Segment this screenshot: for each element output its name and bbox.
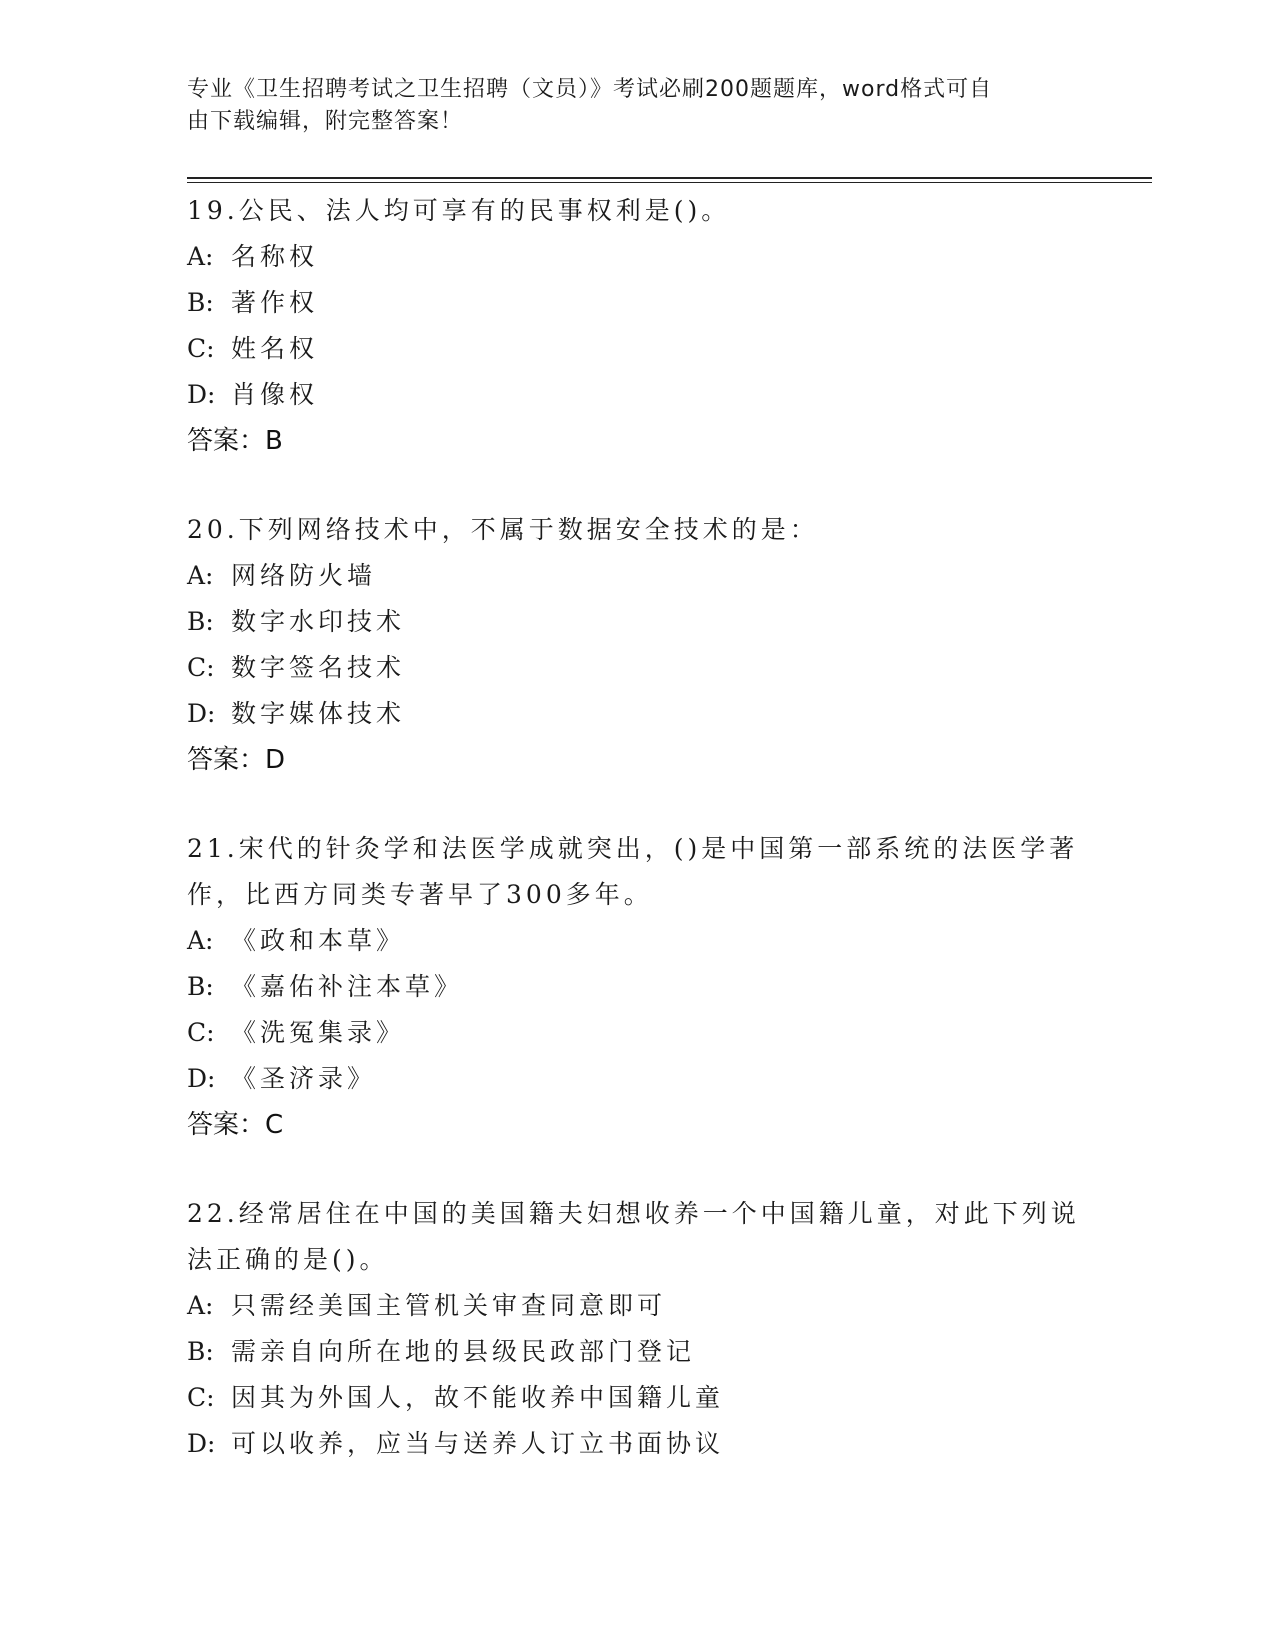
option-letter: A:: [187, 242, 214, 271]
option-letter: C:: [187, 653, 215, 682]
question-21: [187, 826, 1087, 1148]
question-text: 19.公民、法人均可享有的民事权利是()。: [187, 196, 731, 225]
option-a: [187, 918, 1087, 964]
option-b: [187, 280, 1087, 326]
question-text: 22.经常居住在中国的美国籍夫妇想收养一个中国籍儿童，对此下列说法正确的是()。: [187, 1199, 1080, 1274]
option-text: 因其为外国人，故不能收养中国籍儿童: [231, 1383, 725, 1412]
option-d: [187, 1056, 1087, 1102]
option-text: 著作权: [231, 288, 319, 317]
option-d: [187, 372, 1087, 418]
option-text: 数字签名技术: [231, 653, 406, 682]
option-text: 《嘉佑补注本草》: [231, 972, 464, 1001]
document-header: [187, 74, 1067, 138]
option-letter: B:: [187, 1337, 214, 1366]
question-list: [187, 188, 1087, 1510]
option-a: [187, 1283, 1087, 1329]
option-text: 《政和本草》: [231, 926, 406, 955]
option-text: 姓名权: [231, 334, 319, 363]
option-letter: D:: [187, 699, 216, 728]
header-line-2: 由下载编辑，附完整答案！: [187, 109, 464, 134]
question-19: [187, 188, 1087, 464]
question-22: [187, 1191, 1087, 1467]
option-b: [187, 964, 1087, 1010]
option-b: [187, 1329, 1087, 1375]
option-c: [187, 1375, 1087, 1421]
option-text: 肖像权: [231, 380, 319, 409]
option-letter: A:: [187, 926, 214, 955]
option-letter: C:: [187, 1018, 215, 1047]
answer-line: 答案：C: [187, 1110, 284, 1140]
option-letter: D:: [187, 1429, 216, 1458]
option-b: [187, 599, 1087, 645]
option-text: 数字媒体技术: [231, 699, 406, 728]
question-text: 20.下列网络技术中，不属于数据安全技术的是：: [187, 515, 819, 544]
option-c: [187, 326, 1087, 372]
option-c: [187, 645, 1087, 691]
option-text: 可以收养，应当与送养人订立书面协议: [231, 1429, 725, 1458]
option-text: 名称权: [231, 242, 319, 271]
option-text: 需亲自向所在地的县级民政部门登记: [231, 1337, 696, 1366]
option-text: 网络防火墙: [231, 561, 377, 590]
option-letter: D:: [187, 1064, 216, 1093]
option-letter: A:: [187, 1291, 214, 1320]
option-text: 《洗冤集录》: [231, 1018, 406, 1047]
question-20: [187, 507, 1087, 783]
option-a: [187, 234, 1087, 280]
option-letter: B:: [187, 288, 214, 317]
option-letter: B:: [187, 972, 214, 1001]
option-text: 《圣济录》: [231, 1064, 377, 1093]
option-d: [187, 691, 1087, 737]
option-letter: C:: [187, 334, 215, 363]
option-letter: A:: [187, 561, 214, 590]
option-letter: B:: [187, 607, 214, 636]
option-text: 数字水印技术: [231, 607, 406, 636]
option-letter: D:: [187, 380, 216, 409]
header-line-1: 专业《卫生招聘考试之卫生招聘（文员）》考试必刷200题题库，word格式可自: [187, 77, 993, 102]
option-text: 只需经美国主管机关审查同意即可: [231, 1291, 667, 1320]
answer-line: 答案：B: [187, 426, 283, 456]
header-divider-thick: [187, 177, 1152, 179]
option-letter: C:: [187, 1383, 215, 1412]
option-a: [187, 553, 1087, 599]
header-divider-thin: [187, 182, 1152, 183]
question-text: 21.宋代的针灸学和法医学成就突出，()是中国第一部系统的法医学著作，比西方同类专著早了300多年。: [187, 834, 1079, 909]
option-d: [187, 1421, 1087, 1467]
option-c: [187, 1010, 1087, 1056]
answer-line: 答案：D: [187, 745, 286, 775]
